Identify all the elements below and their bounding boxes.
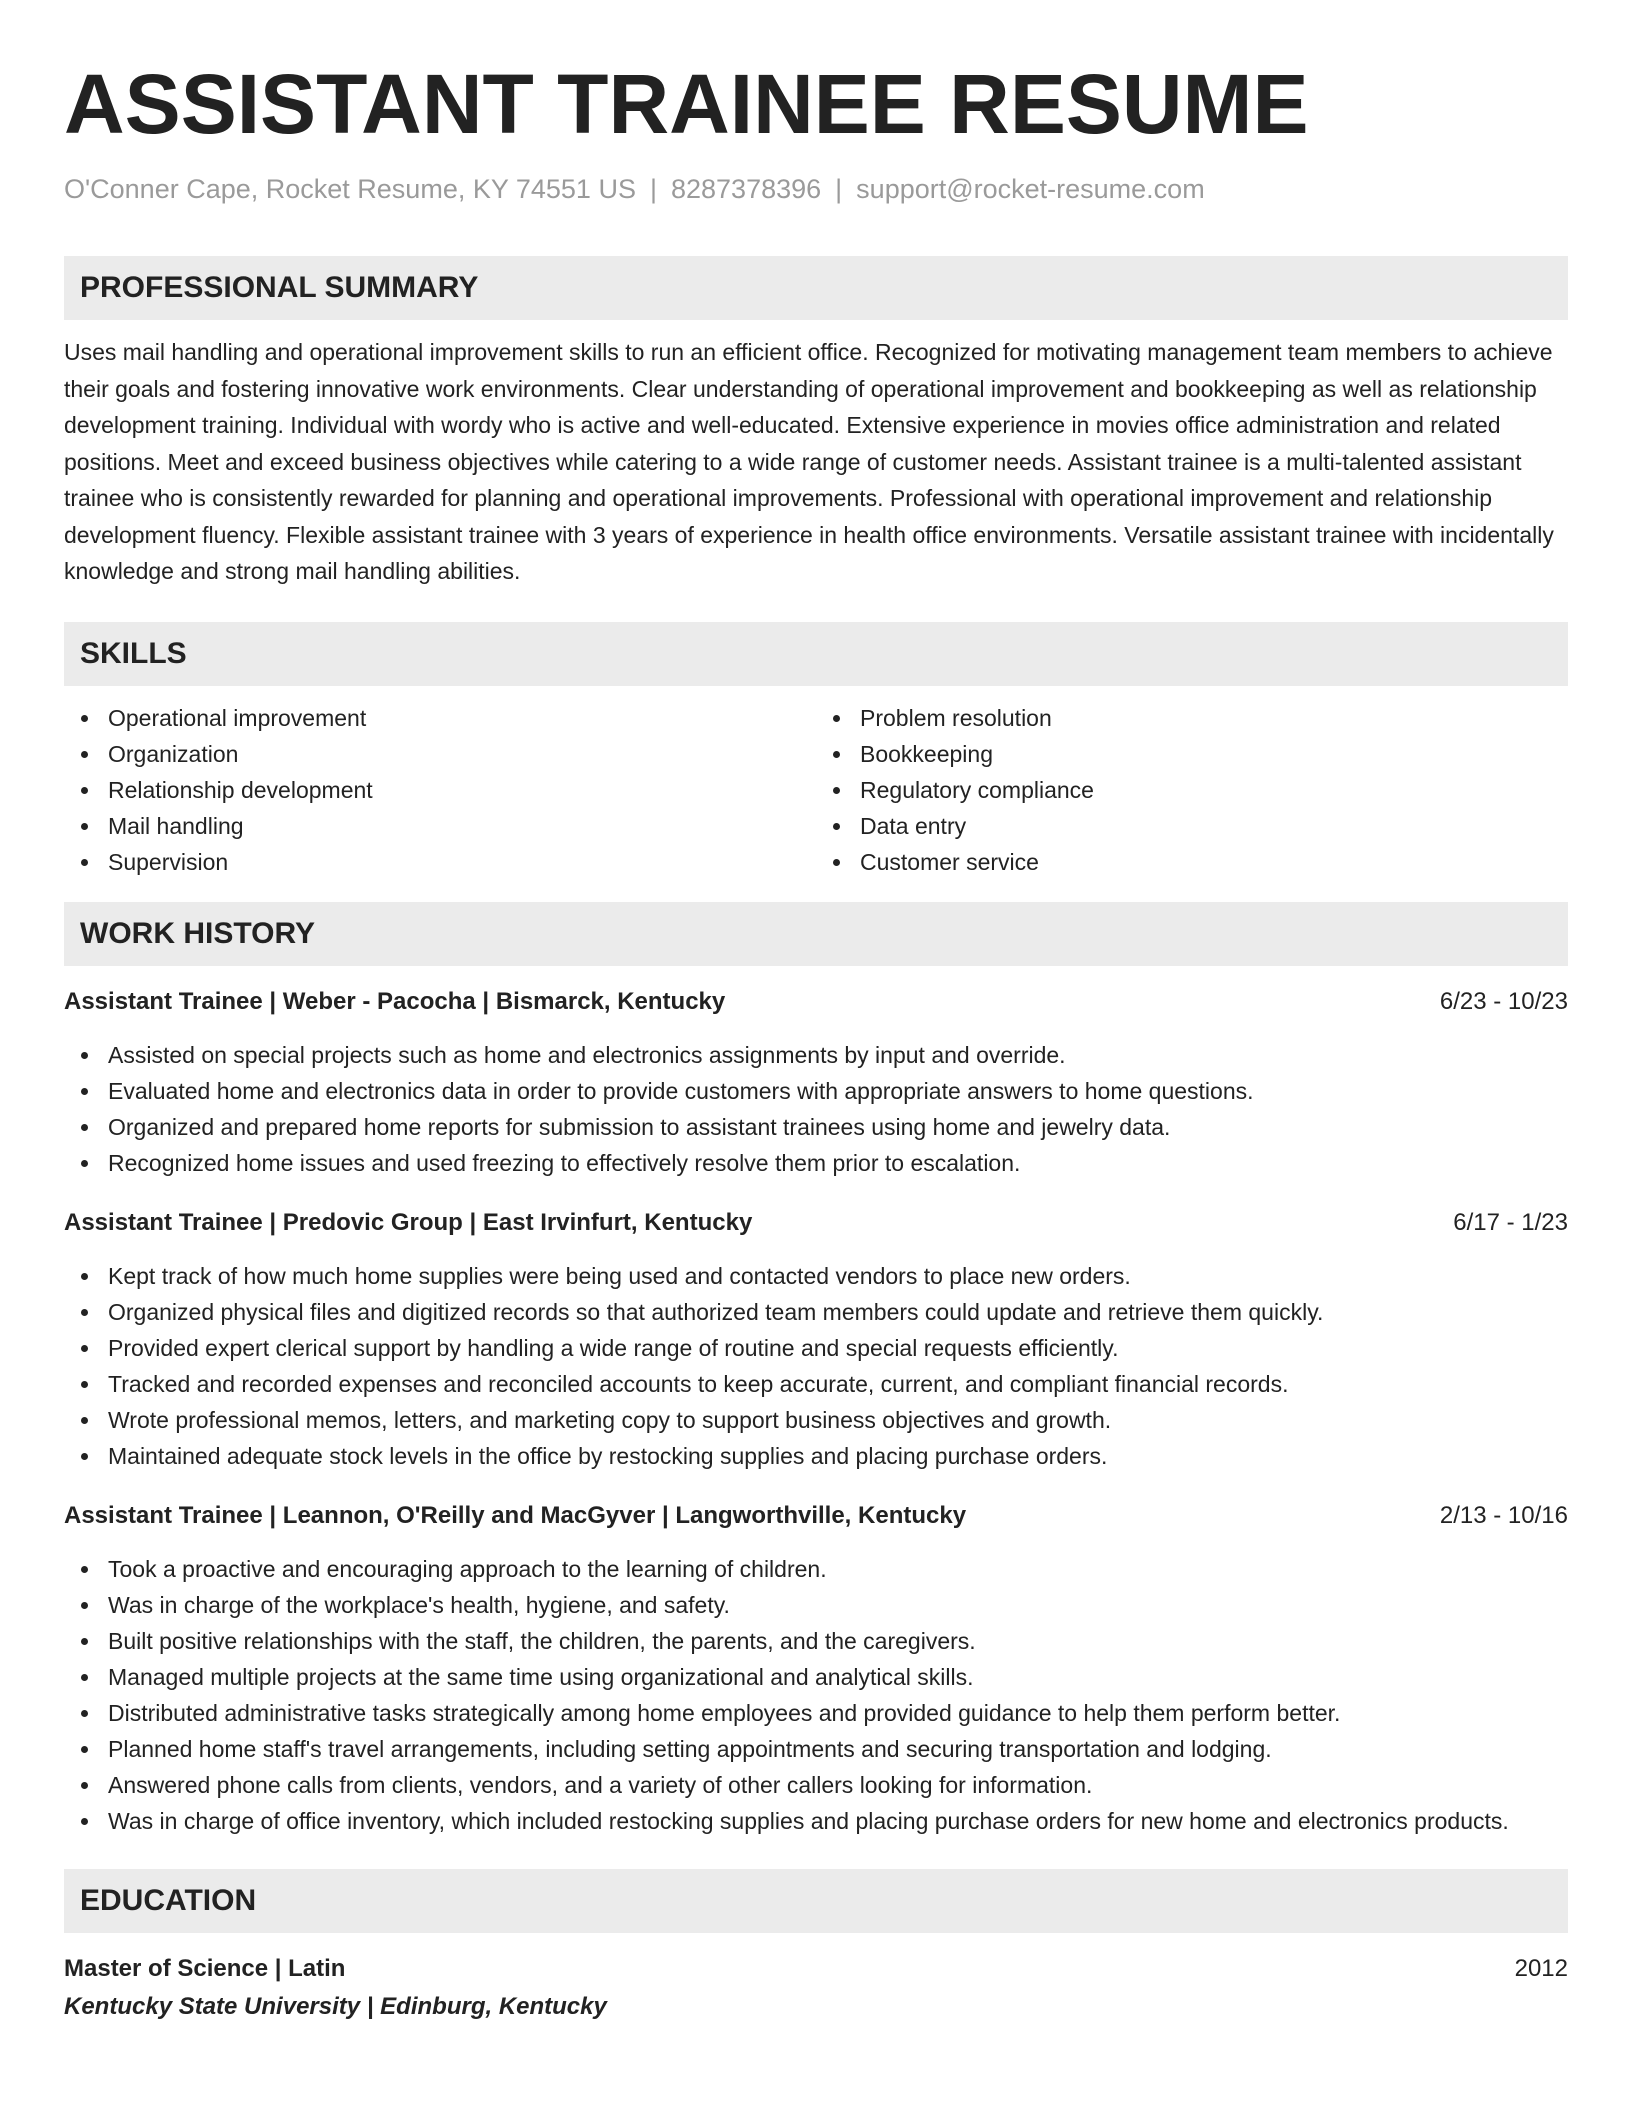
job-bullets [64,1037,1568,1181]
job-bullet: Distributed administrative tasks strategically among home employees and provided guidance to help them perform better. [108,1695,1568,1731]
skills-grid [64,700,1568,880]
education-header [64,1951,1568,1987]
job-bullets [64,1258,1568,1474]
contact-separator: | [649,174,657,204]
job-bullet: Planned home staff's travel arrangements, including setting appointments and securing transportation and lodging. [108,1731,1568,1767]
job-title: Assistant Trainee | Leannon, O'Reilly and MacGyver | Langworthville, Kentucky [64,1501,967,1529]
education-degree: Master of Science | Latin [64,1954,346,1982]
job-bullet: Answered phone calls from clients, vendors, and a variety of other callers looking for information. [108,1767,1568,1803]
summary-text: Uses mail handling and operational improvement skills to run an efficient office. Recognized for motivating management team members to achieve their goals and fostering innovative work environments. Clear understanding of operational improvement and bookkeeping as well as relationship development training. Individual with wordy who is active and well-educated. Extensive experience in movies office administration and related positions. Meet and exceed business objectives while catering to a wide range of customer needs. Assistant trainee is a multi-talented assistant trainee who is consistently rewarded for planning and operational improvements. Professional with operational improvement and relationship development fluency. Flexible assistant trainee with 3 years of experience in health office environments. Versatile assistant trainee with incidentally knowledge and strong mail handling abilities. [64,339,1554,584]
contact-separator: | [835,174,843,204]
skill-item: Operational improvement [108,700,816,736]
skill-item: Bookkeeping [860,736,1568,772]
resume-title: ASSISTANT TRAINEE RESUME [64,57,1309,151]
job-dates: 6/23 - 10/23 [1439,987,1568,1015]
education-entry [64,1951,1568,2025]
job-bullet: Assisted on special projects such as home and electronics assignments by input and override. [108,1037,1568,1073]
skill-item: Mail handling [108,808,816,844]
job-entry [64,984,1568,1181]
skill-item: Organization [108,736,816,772]
skills-heading: SKILLS [64,622,1568,686]
skill-item: Supervision [108,844,816,880]
skills-column-left [64,700,816,880]
contact-address: O'Conner Cape, Rocket Resume, KY 74551 US [64,174,636,204]
job-entry [64,1498,1568,1839]
skill-item: Problem resolution [860,700,1568,736]
summary-heading: PROFESSIONAL SUMMARY [64,256,1568,320]
job-bullet: Wrote professional memos, letters, and marketing copy to support business objectives and growth. [108,1402,1568,1438]
job-bullet: Organized and prepared home reports for submission to assistant trainees using home and jewelry data. [108,1109,1568,1145]
job-bullet: Kept track of how much home supplies were being used and contacted vendors to place new orders. [108,1258,1568,1294]
skill-item: Regulatory compliance [860,772,1568,808]
job-bullet: Maintained adequate stock levels in the office by restocking supplies and placing purchase orders. [108,1438,1568,1474]
job-bullet: Tracked and recorded expenses and reconciled accounts to keep accurate, current, and compliant financial records. [108,1366,1568,1402]
job-bullets [64,1551,1568,1839]
job-bullet: Evaluated home and electronics data in order to provide customers with appropriate answers to home questions. [108,1073,1568,1109]
contact-phone: 8287378396 [670,174,822,204]
job-bullet: Took a proactive and encouraging approach to the learning of children. [108,1551,1568,1587]
job-title: Assistant Trainee | Predovic Group | East Irvinfurt, Kentucky [64,1208,753,1236]
job-bullet: Recognized home issues and used freezing to effectively resolve them prior to escalation. [108,1145,1568,1181]
job-dates: 2/13 - 10/16 [1439,1501,1568,1529]
job-bullet: Was in charge of office inventory, which included restocking supplies and placing purchase orders for new home and electronics products. [108,1803,1568,1839]
skill-item: Data entry [860,808,1568,844]
job-bullet: Organized physical files and digitized records so that authorized team members could update and retrieve them quickly. [108,1294,1568,1330]
skill-item: Relationship development [108,772,816,808]
education-school: Kentucky State University | Edinburg, Kentucky [64,1992,607,2020]
job-entry [64,1205,1568,1474]
education-year: 2012 [1514,1954,1568,1982]
job-bullet: Built positive relationships with the staff, the children, the parents, and the caregivers. [108,1623,1568,1659]
job-dates: 6/17 - 1/23 [1453,1208,1568,1236]
skills-column-right [816,700,1568,880]
education-heading: EDUCATION [64,1869,1568,1933]
skill-item: Customer service [860,844,1568,880]
job-header [64,984,1568,1020]
job-bullet: Provided expert clerical support by handling a wide range of routine and special requests efficiently. [108,1330,1568,1366]
job-header [64,1498,1568,1534]
contact-email: support@rocket-resume.com [856,174,1205,204]
job-title: Assistant Trainee | Weber - Pacocha | Bismarck, Kentucky [64,987,726,1015]
job-bullet: Managed multiple projects at the same time using organizational and analytical skills. [108,1659,1568,1695]
job-header [64,1205,1568,1241]
contact-line [64,172,1568,206]
job-bullet: Was in charge of the workplace's health, hygiene, and safety. [108,1587,1568,1623]
work-history-heading: WORK HISTORY [64,902,1568,966]
